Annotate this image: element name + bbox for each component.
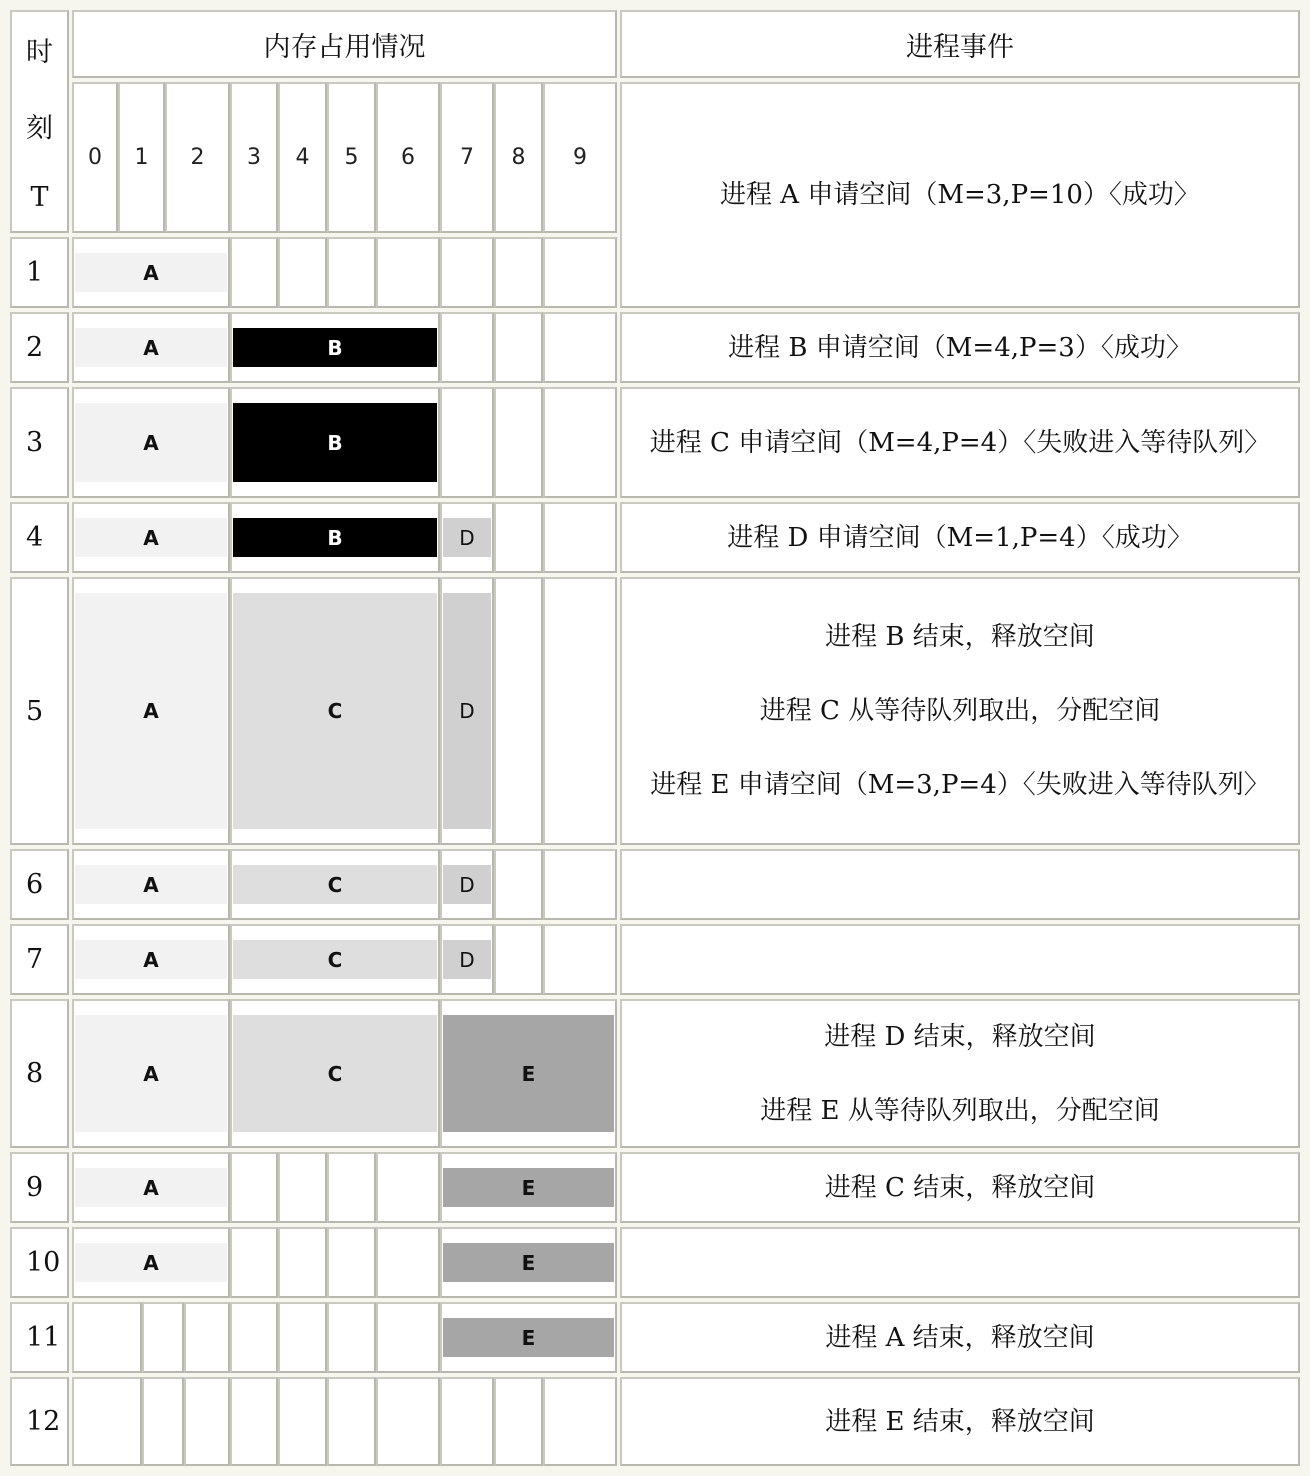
column-number-label: 2 xyxy=(190,145,205,170)
memory-free-cell xyxy=(543,849,617,920)
time-label: 5 xyxy=(26,695,44,727)
time-cell xyxy=(10,924,69,995)
memory-block-cell xyxy=(440,999,617,1148)
process-label: E xyxy=(521,1325,536,1350)
memory-free-cell xyxy=(494,387,543,498)
event-text: 进程 E 结束，释放空间 xyxy=(825,1406,1095,1437)
memory-block-cell xyxy=(72,1152,230,1223)
time-header xyxy=(10,10,69,233)
column-number-label: 7 xyxy=(460,145,474,170)
process-block-d xyxy=(443,593,491,829)
memory-block-cell xyxy=(72,999,230,1148)
process-label: C xyxy=(327,872,343,897)
memory-free-cell xyxy=(278,1227,327,1298)
process-block-b xyxy=(233,518,437,557)
process-label: A xyxy=(143,260,159,285)
event-text: 进程 B 结束，释放空间 xyxy=(825,622,1095,652)
process-block-e xyxy=(443,1318,614,1357)
process-block-a xyxy=(75,518,227,557)
memory-free-cell xyxy=(327,1227,376,1298)
process-block-a xyxy=(75,403,227,482)
event-cell xyxy=(620,82,1300,308)
process-block-a xyxy=(75,1243,227,1282)
process-block-b xyxy=(233,328,437,367)
time-cell xyxy=(10,387,69,498)
memory-free-cell xyxy=(543,312,617,383)
column-number xyxy=(118,82,165,233)
memory-free-cell xyxy=(327,1152,376,1223)
memory-block-cell xyxy=(440,1227,617,1298)
column-number-label: 8 xyxy=(511,145,526,170)
memory-block-cell xyxy=(230,999,440,1148)
memory-block-cell xyxy=(230,312,440,383)
process-label: A xyxy=(143,872,159,897)
memory-free-cell xyxy=(494,577,543,845)
column-number xyxy=(440,82,494,233)
memory-block-cell xyxy=(72,312,230,383)
process-block-b xyxy=(233,403,437,482)
memory-free-cell xyxy=(440,1377,494,1466)
column-number-label: 9 xyxy=(573,145,587,170)
time-cell xyxy=(10,849,69,920)
time-cell xyxy=(10,999,69,1148)
event-text: 进程 A 结束，释放空间 xyxy=(825,1322,1095,1353)
time-cell xyxy=(10,577,69,845)
column-number xyxy=(72,82,118,233)
memory-block-cell xyxy=(440,1302,617,1373)
memory-free-cell xyxy=(72,1377,142,1466)
memory-block-cell xyxy=(72,387,230,498)
event-text: 进程 C 申请空间（M=4,P=4）〈失败进入等待队列〉 xyxy=(649,427,1271,458)
process-block-a xyxy=(75,253,227,292)
event-cell xyxy=(620,999,1300,1148)
memory-block-cell xyxy=(440,577,494,845)
process-block-a xyxy=(75,328,227,367)
event-cell xyxy=(620,1302,1300,1373)
memory-free-cell xyxy=(376,1302,440,1373)
process-block-a xyxy=(75,1168,227,1207)
process-block-e xyxy=(443,1168,614,1207)
time-label: 1 xyxy=(26,257,44,288)
time-cell xyxy=(10,1377,69,1466)
memory-block-cell xyxy=(230,387,440,498)
memory-block-cell xyxy=(72,924,230,995)
memory-free-cell xyxy=(494,924,543,995)
event-text: 进程 E 从等待队列取出，分配空间 xyxy=(760,1095,1160,1126)
process-label: C xyxy=(327,699,343,723)
memory-free-cell xyxy=(72,1302,142,1373)
process-label: C xyxy=(327,947,343,972)
process-block-e xyxy=(443,1015,614,1132)
memory-block-cell xyxy=(72,849,230,920)
process-block-c xyxy=(233,593,437,829)
memory-free-cell xyxy=(543,577,617,845)
time-label: 3 xyxy=(26,427,44,458)
process-block-d xyxy=(443,940,491,979)
process-label: E xyxy=(521,1250,536,1275)
memory-block-cell xyxy=(72,577,230,845)
event-cell xyxy=(620,849,1300,920)
process-block-a xyxy=(75,593,227,829)
event-text: 进程 B 申请空间（M=4,P=3）〈成功〉 xyxy=(728,332,1192,363)
event-cell xyxy=(620,1227,1300,1298)
process-label: A xyxy=(143,699,159,723)
memory-block-cell xyxy=(230,577,440,845)
event-cell xyxy=(620,502,1300,573)
memory-block-cell xyxy=(72,502,230,573)
memory-free-cell xyxy=(327,1377,376,1466)
memory-free-cell xyxy=(142,1377,184,1466)
time-header-char: 刻 xyxy=(26,112,53,144)
process-label: E xyxy=(521,1175,536,1200)
process-label: E xyxy=(521,1061,536,1086)
memory-free-cell xyxy=(376,237,440,308)
column-number-label: 1 xyxy=(134,145,149,170)
process-label: A xyxy=(143,1061,159,1086)
process-block-d xyxy=(443,865,491,904)
event-text: 进程 A 申请空间（M=3,P=10）〈成功〉 xyxy=(720,180,1200,210)
memory-free-cell xyxy=(440,312,494,383)
process-label: A xyxy=(143,430,159,455)
memory-free-cell xyxy=(278,1377,327,1466)
time-label: 9 xyxy=(26,1172,44,1203)
memory-free-cell xyxy=(494,502,543,573)
events-header xyxy=(620,10,1300,78)
event-text: 进程 C 从等待队列取出，分配空间 xyxy=(759,696,1161,726)
process-label: B xyxy=(327,430,343,455)
process-label: A xyxy=(143,335,159,360)
memory-free-cell xyxy=(327,1302,376,1373)
memory-block-cell xyxy=(440,849,494,920)
time-cell xyxy=(10,1302,69,1373)
memory-free-cell xyxy=(230,1152,278,1223)
time-cell xyxy=(10,1227,69,1298)
memory-free-cell xyxy=(494,237,543,308)
memory-block-cell xyxy=(440,924,494,995)
time-label: 2 xyxy=(26,332,44,363)
memory-block-cell xyxy=(440,1152,617,1223)
events-header-label: 进程事件 xyxy=(906,31,1014,63)
memory-header xyxy=(72,10,617,78)
memory-free-cell xyxy=(494,1377,543,1466)
event-cell xyxy=(620,312,1300,383)
column-number xyxy=(278,82,327,233)
process-label: B xyxy=(327,525,343,550)
time-cell xyxy=(10,1152,69,1223)
process-label: D xyxy=(459,872,475,897)
memory-free-cell xyxy=(440,237,494,308)
memory-free-cell xyxy=(327,237,376,308)
memory-block-cell xyxy=(440,502,494,573)
memory-free-cell xyxy=(543,1377,617,1466)
time-cell xyxy=(10,502,69,573)
memory-free-cell xyxy=(230,1227,278,1298)
time-label: 8 xyxy=(26,1058,44,1089)
process-block-c xyxy=(233,865,437,904)
process-block-c xyxy=(233,1015,437,1132)
memory-free-cell xyxy=(230,237,278,308)
column-number xyxy=(494,82,543,233)
memory-free-cell xyxy=(184,1302,230,1373)
process-block-a xyxy=(75,1015,227,1132)
memory-block-cell xyxy=(230,924,440,995)
time-label: 11 xyxy=(26,1322,61,1353)
event-cell xyxy=(620,1377,1300,1466)
event-text: 进程 D 结束，释放空间 xyxy=(824,1021,1096,1052)
time-header-char: 时 xyxy=(26,37,53,69)
memory-free-cell xyxy=(494,849,543,920)
time-label: 4 xyxy=(26,522,44,553)
column-number-label: 6 xyxy=(401,145,415,170)
memory-free-cell xyxy=(543,502,617,573)
time-cell xyxy=(10,312,69,383)
column-number xyxy=(543,82,617,233)
process-label: D xyxy=(459,947,475,972)
memory-block-cell xyxy=(72,1227,230,1298)
process-block-c xyxy=(233,940,437,979)
column-number-label: 5 xyxy=(344,145,359,170)
event-text: 进程 C 结束，释放空间 xyxy=(824,1172,1096,1203)
memory-block-cell xyxy=(230,849,440,920)
time-label: 7 xyxy=(26,944,44,975)
event-text: 进程 E 申请空间（M=3,P=4）〈失败进入等待队列〉 xyxy=(650,770,1270,800)
process-block-a xyxy=(75,940,227,979)
time-label: 12 xyxy=(26,1406,61,1437)
memory-header-label: 内存占用情况 xyxy=(263,31,426,63)
memory-free-cell xyxy=(376,1227,440,1298)
column-number-label: 3 xyxy=(247,145,261,170)
memory-free-cell xyxy=(494,312,543,383)
memory-free-cell xyxy=(376,1152,440,1223)
memory-free-cell xyxy=(376,1377,440,1466)
memory-block-cell xyxy=(230,502,440,573)
time-header-char: T xyxy=(30,181,49,213)
process-label: D xyxy=(459,525,475,550)
memory-free-cell xyxy=(184,1377,230,1466)
column-number-label: 0 xyxy=(88,145,102,170)
memory-free-cell xyxy=(278,1302,327,1373)
process-label: D xyxy=(459,699,475,723)
memory-free-cell xyxy=(543,387,617,498)
process-block-a xyxy=(75,865,227,904)
time-cell xyxy=(10,237,69,308)
memory-free-cell xyxy=(142,1302,184,1373)
event-cell xyxy=(620,577,1300,845)
memory-free-cell xyxy=(543,924,617,995)
column-number xyxy=(165,82,230,233)
event-text: 进程 D 申请空间（M=1,P=4）〈成功〉 xyxy=(727,522,1193,553)
process-label: C xyxy=(327,1061,343,1086)
event-cell xyxy=(620,387,1300,498)
process-block-e xyxy=(443,1243,614,1282)
column-number-label: 4 xyxy=(295,145,310,170)
time-label: 6 xyxy=(26,869,44,900)
column-number xyxy=(376,82,440,233)
time-label: 10 xyxy=(26,1247,61,1278)
event-cell xyxy=(620,924,1300,995)
column-number xyxy=(327,82,376,233)
event-cell xyxy=(620,1152,1300,1223)
memory-block-cell xyxy=(72,237,230,308)
memory-free-cell xyxy=(543,237,617,308)
memory-free-cell xyxy=(278,237,327,308)
memory-free-cell xyxy=(230,1302,278,1373)
process-label: A xyxy=(143,947,159,972)
process-label: A xyxy=(143,525,159,550)
process-label: A xyxy=(143,1250,159,1275)
column-number xyxy=(230,82,278,233)
memory-free-cell xyxy=(278,1152,327,1223)
process-block-d xyxy=(443,518,491,557)
memory-free-cell xyxy=(230,1377,278,1466)
process-label: B xyxy=(327,335,343,360)
process-label: A xyxy=(143,1175,159,1200)
memory-free-cell xyxy=(440,387,494,498)
